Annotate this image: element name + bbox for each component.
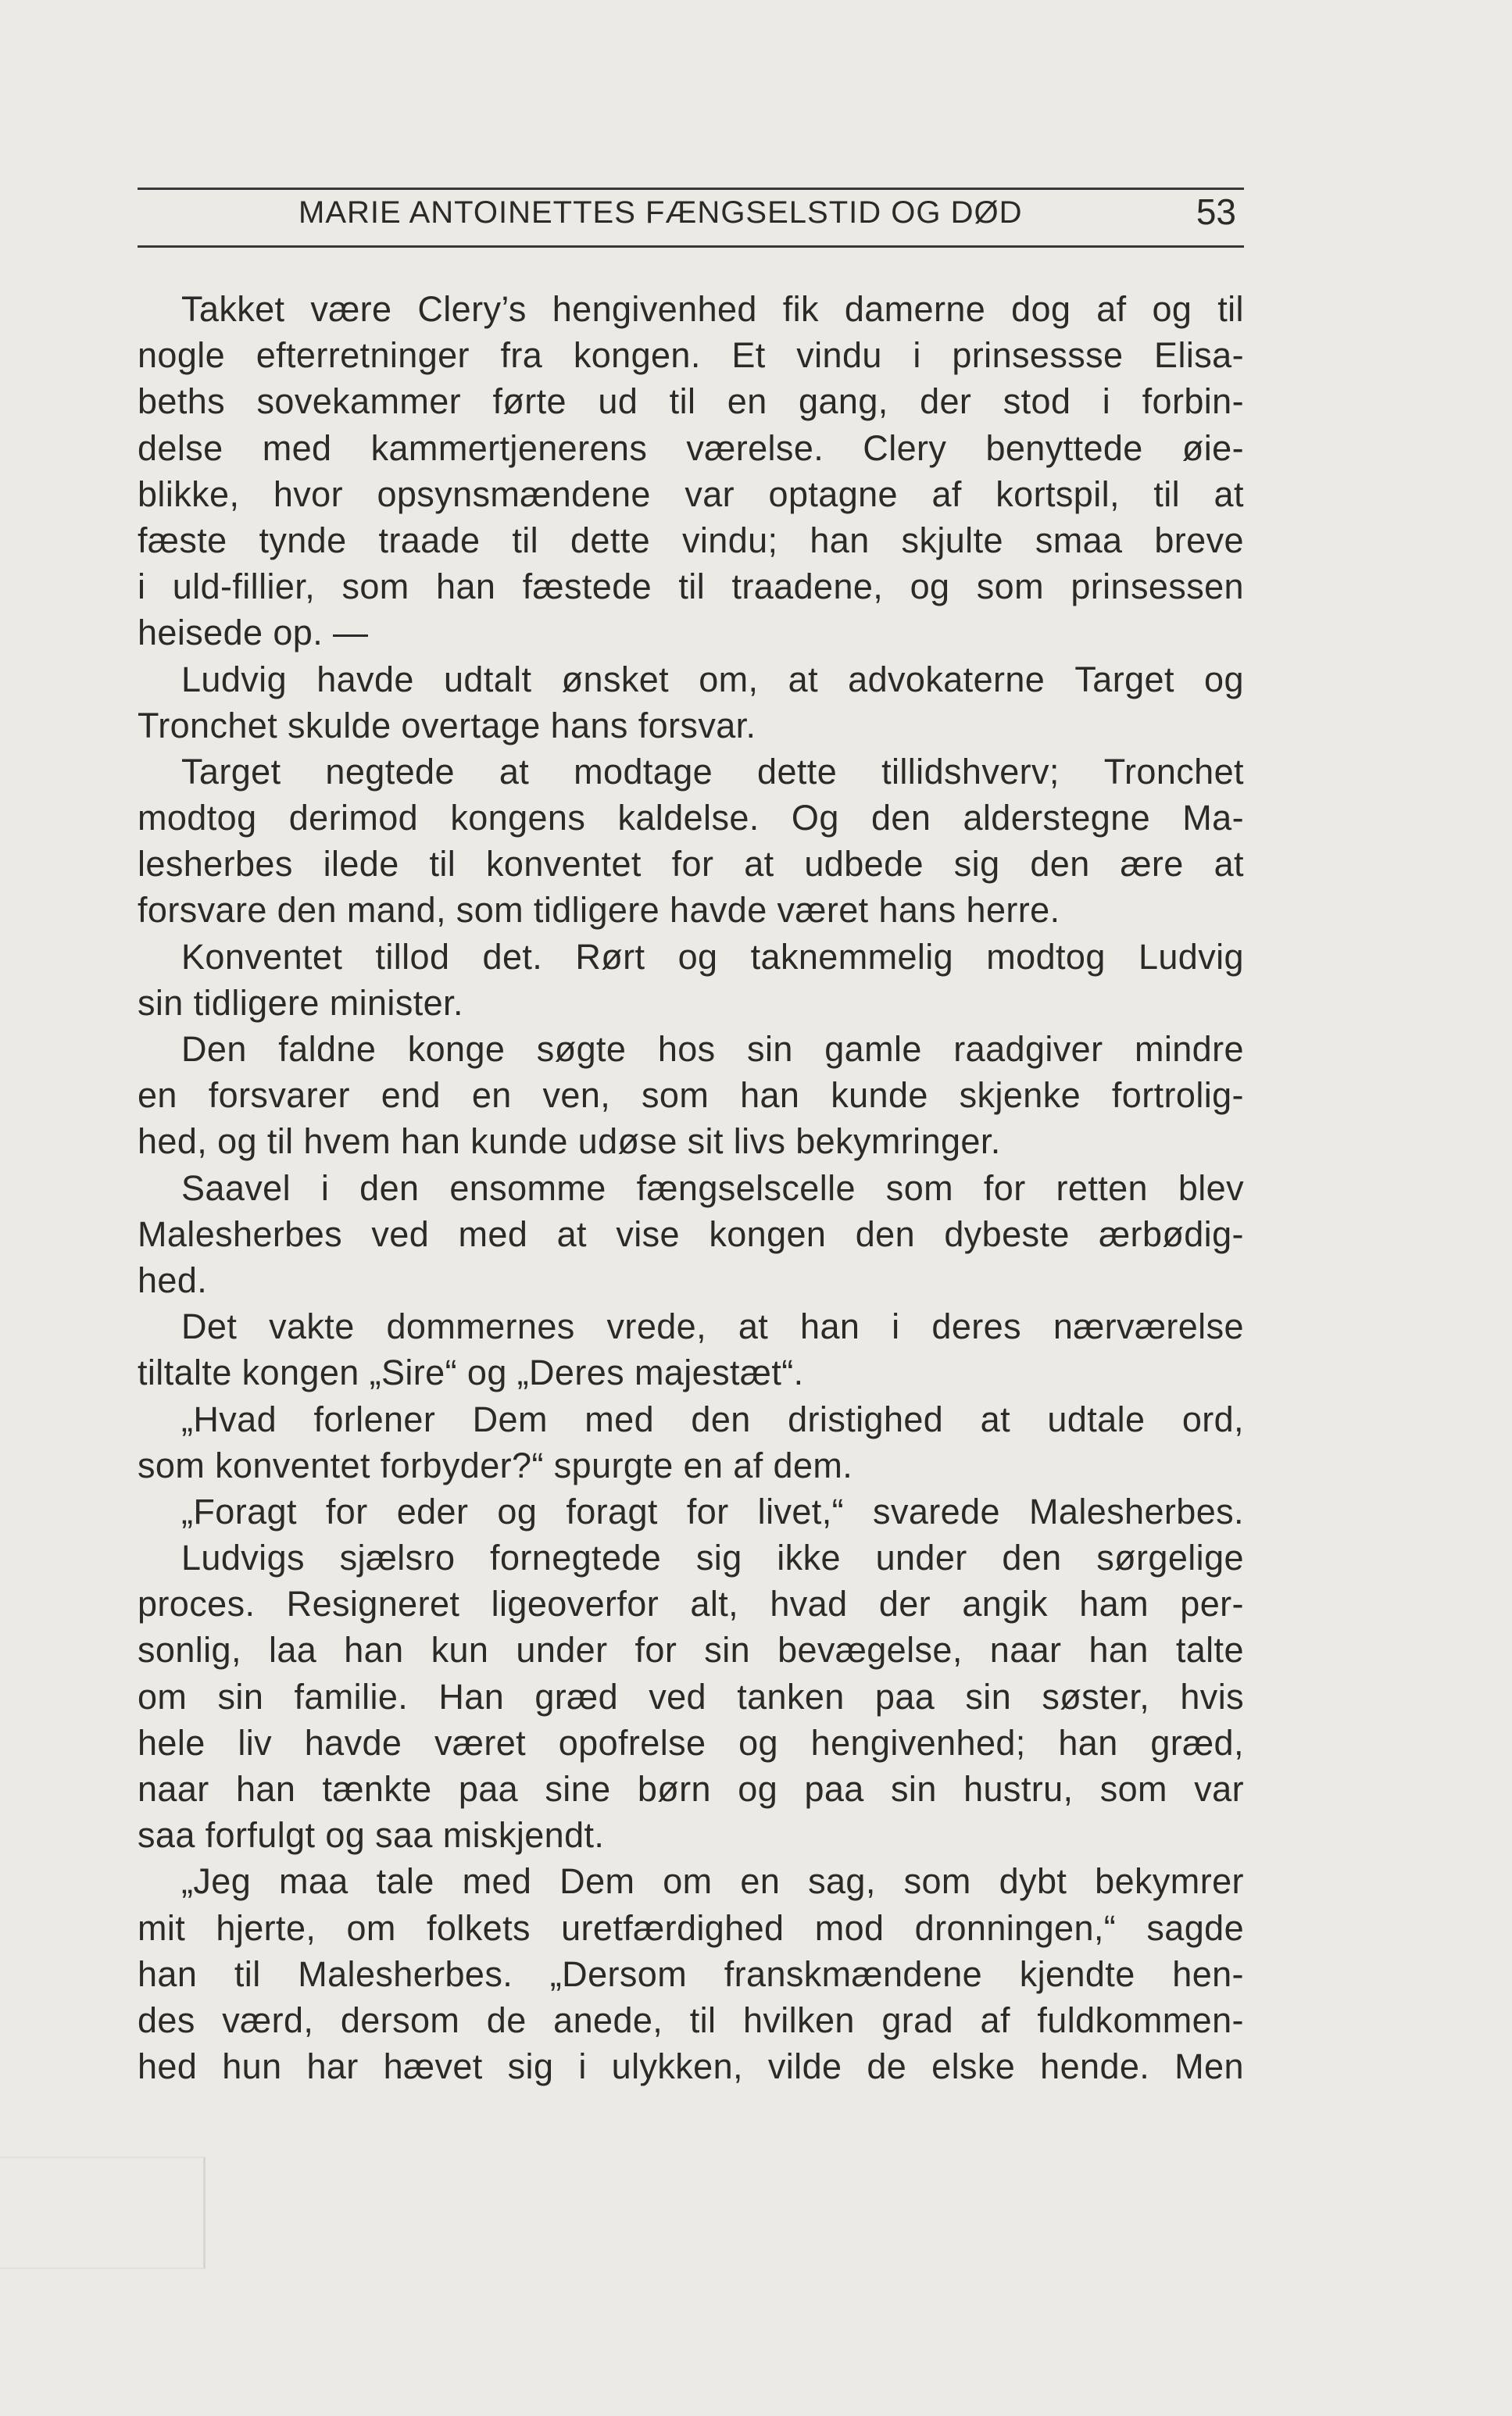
text-line: Det vakte dommernes vrede, at han i deres nærværelse — [181, 1306, 1244, 1347]
running-title: MARIE ANTOINETTES FÆNGSELSTID OG DØD — [298, 195, 1023, 230]
text-line: des værd, dersom de anede, til hvilken grad af fuldkommen- — [138, 2000, 1244, 2040]
text-line: hed hun har hævet sig i ulykken, vilde de elske hende. Men — [138, 2046, 1244, 2087]
text-line: lesherbes ilede til konventet for at udbede sig den ære at — [138, 844, 1244, 885]
text-line: Ludvigs sjælsro fornegtede sig ikke under den sørgelige — [181, 1538, 1244, 1578]
text-line: „Foragt for eder og foragt for livet,“ svarede Malesherbes. — [181, 1491, 1244, 1531]
body-text — [138, 286, 1244, 2089]
text-line: hed, og til hvem han kunde udøse sit livs bekymringer. — [138, 1121, 1001, 1162]
text-line: som konventet forbyder?“ spurgte en af dem. — [138, 1445, 853, 1485]
text-line: forsvare den mand, som tidligere havde været hans herre. — [138, 890, 1060, 931]
text-line: proces. Resigneret ligeoverfor alt, hvad der angik ham per- — [138, 1584, 1244, 1624]
text-line: delse med kammertjenerens værelse. Clery benyttede øie- — [138, 427, 1244, 468]
text-line: „Jeg maa tale med Dem om en sag, som dybt bekymrer — [181, 1861, 1244, 1902]
text-line: Konventet tillod det. Rørt og taknemmelig modtog Ludvig — [181, 936, 1244, 977]
text-line: blikke, hvor opsynsmændene var optagne af kortspil, til at — [138, 474, 1244, 514]
text-line: Saavel i den ensomme fængselscelle som for retten blev — [181, 1167, 1244, 1208]
text-line: Ludvig havde udtalt ønsket om, at advokaterne Target og — [181, 659, 1244, 699]
text-line: sonlig, laa han kun under for sin bevægelse, naar han talte — [138, 1630, 1244, 1671]
text-line: en forsvarer end en ven, som han kunde skjenke fortrolig- — [138, 1075, 1244, 1116]
text-line: Den faldne konge søgte hos sin gamle raadgiver mindre — [181, 1029, 1244, 1069]
text-line: naar han tænkte paa sine børn og paa sin hustru, som var — [138, 1769, 1244, 1809]
text-line: nogle efterretninger fra kongen. Et vindu i prinsessse Elisa- — [138, 335, 1244, 376]
text-line: tiltalte kongen „Sire“ og „Deres majestæt“. — [138, 1353, 804, 1393]
text-line: Malesherbes ved med at vise kongen den dybeste ærbødig- — [138, 1213, 1244, 1254]
text-line: mit hjerte, om folkets uretfærdighed mod dronningen,“ sagde — [138, 1907, 1244, 1948]
text-line: Tronchet skulde overtage hans forsvar. — [138, 705, 756, 745]
text-line: hed. — [138, 1260, 208, 1300]
page-number: 53 — [1196, 191, 1236, 232]
text-line: fæste tynde traade til dette vindu; han skjulte smaa breve — [138, 520, 1244, 560]
text-line: Takket være Clery’s hengivenhed fik damerne dog af og til — [181, 289, 1244, 329]
text-line: om sin familie. Han græd ved tanken paa sin søster, hvis — [138, 1676, 1244, 1717]
text-line: saa forfulgt og saa miskjendt. — [138, 1815, 605, 1856]
header-bottom-rule — [138, 245, 1244, 248]
text-line: hele liv havde været opofrelse og hengivenhed; han græd, — [138, 1722, 1244, 1763]
text-line: Target negtede at modtage dette tillidshverv; Tronchet — [181, 751, 1244, 792]
text-line: sin tidligere minister. — [138, 982, 463, 1023]
header-top-rule — [138, 188, 1244, 190]
scan-margin-mark — [0, 2157, 206, 2269]
text-line: „Hvad forlener Dem med den dristighed at udtale ord, — [181, 1399, 1244, 1439]
text-line: beths sovekammer førte ud til en gang, der stod i forbin- — [138, 381, 1244, 422]
text-line: i uld-fillier, som han fæstede til traadene, og som prinsessen — [138, 566, 1244, 607]
text-line: modtog derimod kongens kaldelse. Og den alderstegne Ma- — [138, 798, 1244, 838]
text-line: han til Malesherbes. „Dersom franskmændene kjendte hen- — [138, 1953, 1244, 1994]
running-head — [138, 192, 1244, 242]
text-line: heisede op. — — [138, 613, 369, 653]
